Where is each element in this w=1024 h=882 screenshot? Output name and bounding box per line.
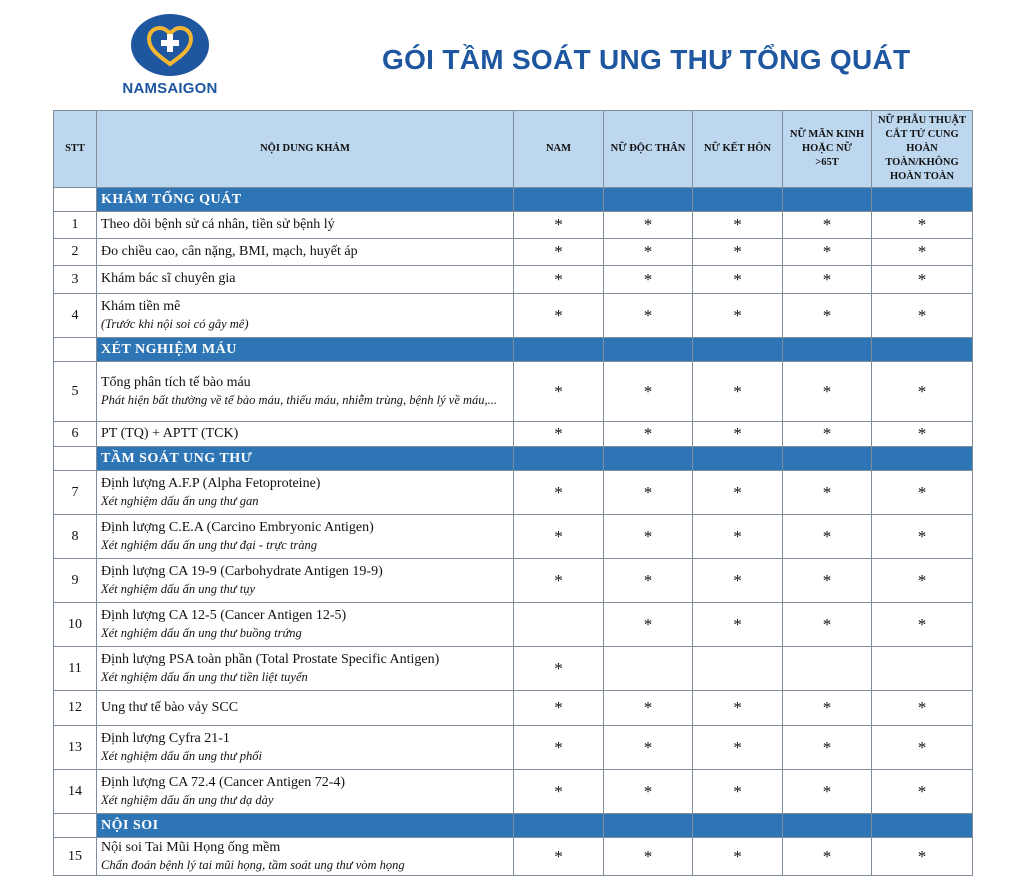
row-mark-cell	[514, 239, 604, 266]
table-row	[54, 239, 973, 266]
section-general: KHÁM TỔNG QUÁT	[97, 188, 514, 212]
section-row	[54, 447, 973, 471]
row-title: Định lượng A.F.P (Alpha Fetoproteine)	[101, 476, 321, 492]
header-content: NỘI DUNG KHÁM	[97, 111, 514, 188]
row-mark-cell	[604, 726, 693, 770]
asterisk-mark: *	[733, 305, 742, 325]
row-mark-cell	[872, 422, 973, 447]
row-mark-cell	[783, 471, 872, 515]
asterisk-mark: *	[554, 658, 563, 678]
header-menopause-female	[783, 111, 872, 188]
header-stt: STT	[54, 111, 97, 188]
asterisk-mark: *	[917, 269, 927, 289]
package-table	[53, 110, 973, 876]
row-number: 14	[54, 770, 97, 814]
heart-cross-logo-icon	[129, 12, 211, 78]
brand-logo	[110, 12, 230, 98]
row-number: 8	[54, 515, 97, 559]
row-mark-cell	[783, 362, 872, 422]
row-title: Định lượng Cyfra 21-1	[101, 731, 230, 747]
asterisk-mark: *	[643, 242, 653, 261]
row-mark-cell	[514, 603, 604, 647]
asterisk-mark: *	[643, 570, 653, 590]
asterisk-mark: *	[822, 570, 832, 590]
row-mark-cell	[693, 294, 783, 338]
asterisk-mark: *	[643, 698, 653, 717]
row-mark-cell	[604, 515, 693, 559]
row-mark-cell	[514, 471, 604, 515]
page-title: GÓI TẦM SOÁT UNG THƯ TỔNG QUÁT	[382, 44, 911, 75]
row-mark-cell	[783, 726, 872, 770]
row-mark-cell	[604, 239, 693, 266]
row-mark-cell	[872, 559, 973, 603]
row-content	[97, 691, 514, 726]
row-mark-cell	[514, 838, 604, 876]
row-subtitle: Xét nghiệm dấu ấn ung thư gan	[101, 494, 259, 509]
row-mark-cell	[693, 239, 783, 266]
asterisk-mark: *	[822, 215, 832, 234]
row-content	[97, 726, 514, 770]
row-subtitle: Xét nghiệm dấu ấn ung thư tụy	[101, 582, 256, 597]
row-number: 4	[54, 294, 97, 338]
row-number: 10	[54, 603, 97, 647]
row-mark-cell	[693, 471, 783, 515]
row-content	[97, 603, 514, 647]
asterisk-mark: *	[554, 482, 563, 502]
row-number: 7	[54, 471, 97, 515]
row-mark-cell	[693, 647, 783, 691]
asterisk-mark: *	[733, 242, 742, 261]
asterisk-mark: *	[733, 570, 742, 590]
row-mark-cell	[872, 515, 973, 559]
asterisk-mark: *	[822, 305, 832, 325]
asterisk-mark: *	[554, 215, 563, 234]
asterisk-mark: *	[733, 526, 742, 546]
row-title: Nội soi Tai Mũi Họng ống mềm	[101, 840, 281, 856]
asterisk-mark: *	[917, 781, 927, 801]
row-mark-cell	[783, 559, 872, 603]
row-number: 9	[54, 559, 97, 603]
row-mark-cell	[783, 603, 872, 647]
asterisk-mark: *	[917, 482, 927, 502]
row-content	[97, 559, 514, 603]
table-row	[54, 691, 973, 726]
table-header-row	[54, 111, 973, 188]
row-title: PT (TQ) + APTT (TCK)	[101, 425, 239, 441]
row-mark-cell	[514, 647, 604, 691]
asterisk-mark: *	[917, 846, 927, 866]
asterisk-mark: *	[822, 269, 832, 289]
asterisk-mark: *	[822, 737, 832, 757]
row-mark-cell	[604, 838, 693, 876]
row-mark-cell	[604, 266, 693, 294]
row-mark-cell	[604, 471, 693, 515]
asterisk-mark: *	[917, 570, 927, 590]
row-subtitle: Xét nghiệm dấu ấn ung thư tiền liệt tuyến	[101, 670, 308, 685]
row-title: Theo dõi bệnh sử cá nhân, tiền sử bệnh lý	[101, 216, 335, 232]
row-content	[97, 515, 514, 559]
row-number: 1	[54, 212, 97, 239]
row-mark-cell	[783, 515, 872, 559]
asterisk-mark: *	[554, 269, 563, 289]
row-title: Định lượng CA 12-5 (Cancer Antigen 12-5)	[101, 608, 347, 624]
row-mark-cell	[872, 266, 973, 294]
row-content	[97, 239, 514, 266]
row-mark-cell	[514, 515, 604, 559]
asterisk-mark: *	[733, 846, 742, 866]
row-subtitle: Xét nghiệm dấu ấn ung thư buồng trứng	[101, 626, 302, 641]
row-mark-cell	[604, 603, 693, 647]
asterisk-mark: *	[822, 424, 832, 443]
row-mark-cell	[514, 422, 604, 447]
section-row	[54, 814, 973, 838]
table-row	[54, 471, 973, 515]
brand-name: NAMSAIGON	[122, 80, 218, 97]
asterisk-mark: *	[643, 526, 653, 546]
asterisk-mark: *	[917, 526, 927, 546]
row-mark-cell	[514, 294, 604, 338]
asterisk-mark: *	[643, 614, 653, 634]
row-mark-cell	[872, 726, 973, 770]
row-mark-cell	[693, 838, 783, 876]
row-mark-cell	[693, 603, 783, 647]
row-mark-cell	[604, 691, 693, 726]
header-menopause-line1: NỮ MÃN KINH HOẶC NỮ	[789, 128, 865, 154]
header-menopause-line2: >65T	[815, 157, 839, 169]
table-row	[54, 726, 973, 770]
asterisk-mark: *	[917, 242, 927, 261]
asterisk-mark: *	[917, 424, 927, 443]
table-row	[54, 559, 973, 603]
asterisk-mark: *	[554, 781, 563, 801]
table-row	[54, 515, 973, 559]
row-mark-cell	[604, 559, 693, 603]
asterisk-mark: *	[554, 305, 563, 325]
row-mark-cell	[783, 838, 872, 876]
row-title: Khám tiền mê	[101, 299, 181, 315]
row-mark-cell	[872, 294, 973, 338]
row-number: 3	[54, 266, 97, 294]
asterisk-mark: *	[554, 424, 563, 443]
table-row	[54, 212, 973, 239]
row-mark-cell	[783, 212, 872, 239]
row-number: 15	[54, 838, 97, 876]
row-title: Định lượng CA 19-9 (Carbohydrate Antigen 19-9)	[101, 564, 383, 580]
asterisk-mark: *	[554, 737, 563, 757]
asterisk-mark: *	[917, 305, 927, 325]
asterisk-mark: *	[643, 737, 653, 757]
asterisk-mark: *	[733, 424, 742, 443]
row-mark-cell	[514, 362, 604, 422]
row-mark-cell	[693, 515, 783, 559]
row-mark-cell	[604, 294, 693, 338]
row-title: Ung thư tế bào vảy SCC	[101, 699, 239, 715]
row-mark-cell	[693, 362, 783, 422]
asterisk-mark: *	[643, 269, 653, 289]
row-subtitle: Xét nghiệm dấu ấn ung thư phổi	[101, 749, 262, 764]
row-title: Định lượng PSA toàn phần (Total Prostate Specific Antigen)	[101, 652, 440, 668]
row-content	[97, 266, 514, 294]
header-male: NAM	[514, 111, 604, 188]
asterisk-mark: *	[733, 698, 742, 717]
row-subtitle: Phát hiện bất thường về tế bào máu, thiếu máu, nhiễm trùng, bệnh lý về máu,...	[101, 393, 498, 408]
row-mark-cell	[514, 691, 604, 726]
row-subtitle: Xét nghiệm dấu ấn ung thư dạ dày	[101, 793, 274, 808]
row-mark-cell	[693, 422, 783, 447]
row-title: Định lượng C.E.A (Carcino Embryonic Antigen)	[101, 520, 374, 536]
row-mark-cell	[783, 647, 872, 691]
row-mark-cell	[604, 212, 693, 239]
asterisk-mark: *	[554, 570, 563, 590]
row-mark-cell	[872, 647, 973, 691]
row-mark-cell	[693, 212, 783, 239]
row-mark-cell	[693, 691, 783, 726]
asterisk-mark: *	[733, 614, 742, 634]
row-mark-cell	[604, 362, 693, 422]
row-mark-cell	[693, 266, 783, 294]
asterisk-mark: *	[917, 698, 927, 717]
table-row	[54, 422, 973, 447]
row-mark-cell	[783, 422, 872, 447]
row-mark-cell	[872, 239, 973, 266]
row-title: Định lượng CA 72.4 (Cancer Antigen 72-4)	[101, 775, 346, 791]
row-title: Đo chiều cao, cân nặng, BMI, mạch, huyết áp	[101, 243, 358, 259]
asterisk-mark: *	[822, 482, 832, 502]
row-content	[97, 422, 514, 447]
header-hysterectomy-female: NỮ PHẪU THUẬT CẮT TỬ CUNG HOÀN TOÀN/KHÔNG HOÀN TOÀN	[872, 111, 973, 188]
asterisk-mark: *	[822, 698, 832, 717]
header-single-female: NỮ ĐỘC THÂN	[604, 111, 693, 188]
asterisk-mark: *	[643, 781, 653, 801]
asterisk-mark: *	[554, 526, 563, 546]
asterisk-mark: *	[643, 424, 653, 443]
asterisk-mark: *	[917, 614, 927, 634]
asterisk-mark: *	[733, 381, 742, 401]
row-content	[97, 647, 514, 691]
row-mark-cell	[783, 239, 872, 266]
row-mark-cell	[872, 212, 973, 239]
asterisk-mark: *	[643, 305, 653, 325]
row-number: 5	[54, 362, 97, 422]
asterisk-mark: *	[554, 846, 563, 866]
row-content	[97, 362, 514, 422]
row-subtitle: Xét nghiệm dấu ấn ung thư đại - trực tràng	[101, 538, 318, 553]
row-content	[97, 471, 514, 515]
row-content	[97, 212, 514, 239]
section-blood: XÉT NGHIỆM MÁU	[97, 338, 514, 362]
asterisk-mark: *	[917, 381, 927, 401]
row-mark-cell	[783, 266, 872, 294]
table-row	[54, 266, 973, 294]
asterisk-mark: *	[822, 242, 832, 261]
row-mark-cell	[783, 691, 872, 726]
table-row	[54, 362, 973, 422]
asterisk-mark: *	[554, 381, 563, 401]
table-row	[54, 603, 973, 647]
row-mark-cell	[514, 266, 604, 294]
asterisk-mark: *	[822, 526, 832, 546]
asterisk-mark: *	[917, 737, 927, 757]
asterisk-mark: *	[733, 269, 742, 289]
row-content	[97, 838, 514, 876]
asterisk-mark: *	[554, 242, 563, 261]
row-title: Tổng phân tích tế bào máu	[101, 375, 251, 391]
asterisk-mark: *	[643, 846, 653, 866]
asterisk-mark: *	[643, 215, 653, 234]
row-mark-cell	[872, 362, 973, 422]
asterisk-mark: *	[822, 781, 832, 801]
section-endoscopy: NỘI SOI	[97, 814, 514, 838]
row-mark-cell	[872, 838, 973, 876]
row-mark-cell	[783, 294, 872, 338]
row-subtitle: Chẩn đoán bệnh lý tai mũi họng, tầm soát ung thư vòm họng	[101, 858, 405, 873]
section-row	[54, 338, 973, 362]
header-married-female: NỮ KẾT HÔN	[693, 111, 783, 188]
row-number: 2	[54, 239, 97, 266]
row-number: 13	[54, 726, 97, 770]
asterisk-mark: *	[643, 381, 653, 401]
row-mark-cell	[514, 559, 604, 603]
row-number: 12	[54, 691, 97, 726]
row-mark-cell	[872, 691, 973, 726]
asterisk-mark: *	[733, 215, 742, 234]
row-mark-cell	[514, 770, 604, 814]
section-row	[54, 188, 973, 212]
row-content	[97, 770, 514, 814]
row-mark-cell	[693, 770, 783, 814]
row-mark-cell	[514, 726, 604, 770]
row-mark-cell	[514, 212, 604, 239]
row-mark-cell	[693, 726, 783, 770]
row-mark-cell	[872, 770, 973, 814]
asterisk-mark: *	[554, 698, 563, 717]
table-row	[54, 647, 973, 691]
row-mark-cell	[783, 770, 872, 814]
table-row	[54, 770, 973, 814]
row-content	[97, 294, 514, 338]
asterisk-mark: *	[917, 215, 927, 234]
asterisk-mark: *	[733, 482, 742, 502]
row-mark-cell	[604, 422, 693, 447]
asterisk-mark: *	[822, 381, 832, 401]
row-mark-cell	[872, 603, 973, 647]
row-number: 11	[54, 647, 97, 691]
row-title: Khám bác sĩ chuyên gia	[101, 271, 236, 287]
asterisk-mark: *	[822, 846, 832, 866]
row-mark-cell	[604, 647, 693, 691]
row-mark-cell	[604, 770, 693, 814]
asterisk-mark: *	[643, 482, 653, 502]
asterisk-mark: *	[822, 614, 832, 634]
row-mark-cell	[872, 471, 973, 515]
row-mark-cell	[693, 559, 783, 603]
row-subtitle: (Trước khi nội soi có gây mê)	[101, 317, 249, 332]
asterisk-mark: *	[733, 737, 742, 757]
asterisk-mark: *	[733, 781, 742, 801]
row-number: 6	[54, 422, 97, 447]
table-row	[54, 838, 973, 876]
table-row	[54, 294, 973, 338]
section-cancer: TẦM SOÁT UNG THƯ	[97, 447, 514, 471]
